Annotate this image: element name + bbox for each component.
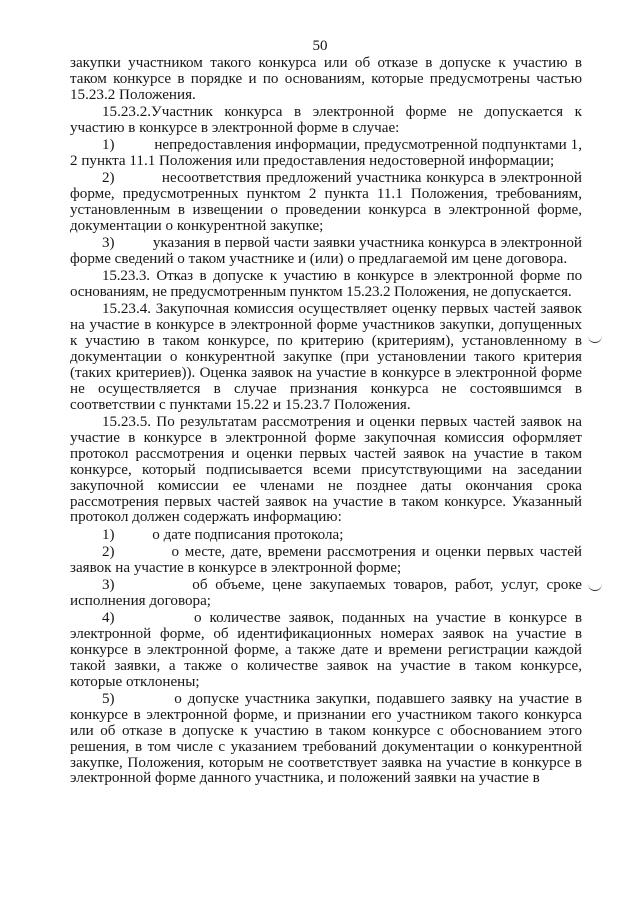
list-item: 2) несоответствия предложений участника конкурса в электронной форме, предусмотренных пунктом 2 пункта 11.1 Положения, требованиям, установленным в извещении о проведении конкурса в электронной форме, документации о конкурентной закупке; <box>70 170 582 234</box>
list-item: 5) о допуске участника закупки, подавшего заявку на участие в конкурсе в электронной форме, и признании его участником такого конкурса или об отказе в допуске к участию в таком конкурсе с обоснованием этого решения, в том числе с указанием требований документации о конкурентной закупке, Положения, которым не соответствует заявка на участие в конкурсе в электронной форме данного участника, и положений заявки на участие в <box>70 690 582 787</box>
paragraph-clause-15-23-3: 15.23.3. Отказ в допуске к участию в конкурсе в электронной форме по основаниям, не предусмотренным пунктом 15.23.2 Положения, не допускается. <box>70 268 582 301</box>
margin-mark <box>588 336 602 343</box>
paragraph-clause-15-23-5: 15.23.5. По результатам рассмотрения и оценки первых частей заявок на участие в конкурсе в электронной форме закупочная комиссия оформляет протокол рассмотрения и оценки первых частей заявок на участие в таком конкурсе, который подписывается всеми присутствующими на заседании закупочной комиссии ее членами не позднее даты окончания срока рассмотрения первых частей заявок на участие в таком конкурсе. Указанный протокол должен содержать информацию: <box>70 414 582 526</box>
list-item: 3) указания в первой части заявки участника конкурса в электронной форме сведений о таком участнике и (или) о предлагаемой им цене договора. <box>70 235 582 268</box>
list-item: 3) об объеме, цене закупаемых товаров, работ, услуг, сроке исполнения договора; <box>70 576 582 609</box>
list-item: 1) о дате подписания протокола; <box>102 526 344 543</box>
list-item: 4) о количестве заявок, поданных на участие в конкурсе в электронной форме, об идентификационных номерах заявок на участие в конкурсе в электронной форме, а также дате и времени регистрации каждой такой заявки, а также о количестве заявок на участие в таком конкурсе, которые отклонены; <box>70 610 582 690</box>
list-item: 2) о месте, дате, времени рассмотрения и оценки первых частей заявок на участие в конкурсе в электронной форме; <box>70 543 582 576</box>
document-body <box>70 56 582 789</box>
page-number: 50 <box>312 38 328 54</box>
paragraph-clause-15-23-4: 15.23.4. Закупочная комиссия осуществляет оценку первых частей заявок на участие в конкурсе в электронной форме участников закупки, допущенных к участию в таком конкурсе, по критерию (критериям), установленному в документации о конкурентной закупке (при установлении такого критерия (таких критериев)). Оценка заявок на участие в конкурсе в электронной форме не осуществляется в случае признания конкурса не состоявшимся в соответствии с пунктами 15.22 и 15.23.7 Положения. <box>70 301 582 413</box>
margin-mark <box>588 584 602 591</box>
paragraph-clause-15-23-2: 15.23.2.Участник конкурса в электронной форме не допускается к участию в конкурсе в электронной форме в случае: <box>70 104 582 136</box>
list-item: 1) непредоставления информации, предусмотренной подпунктами 1, 2 пункта 11.1 Положения или предоставления недостоверной информации; <box>70 137 582 170</box>
paragraph: закупки участником такого конкурса или об отказе в допуске к участию в таком конкурсе в порядке и по основаниям, которые предусмотрены частью 15.23.2 Положения. <box>70 55 582 103</box>
